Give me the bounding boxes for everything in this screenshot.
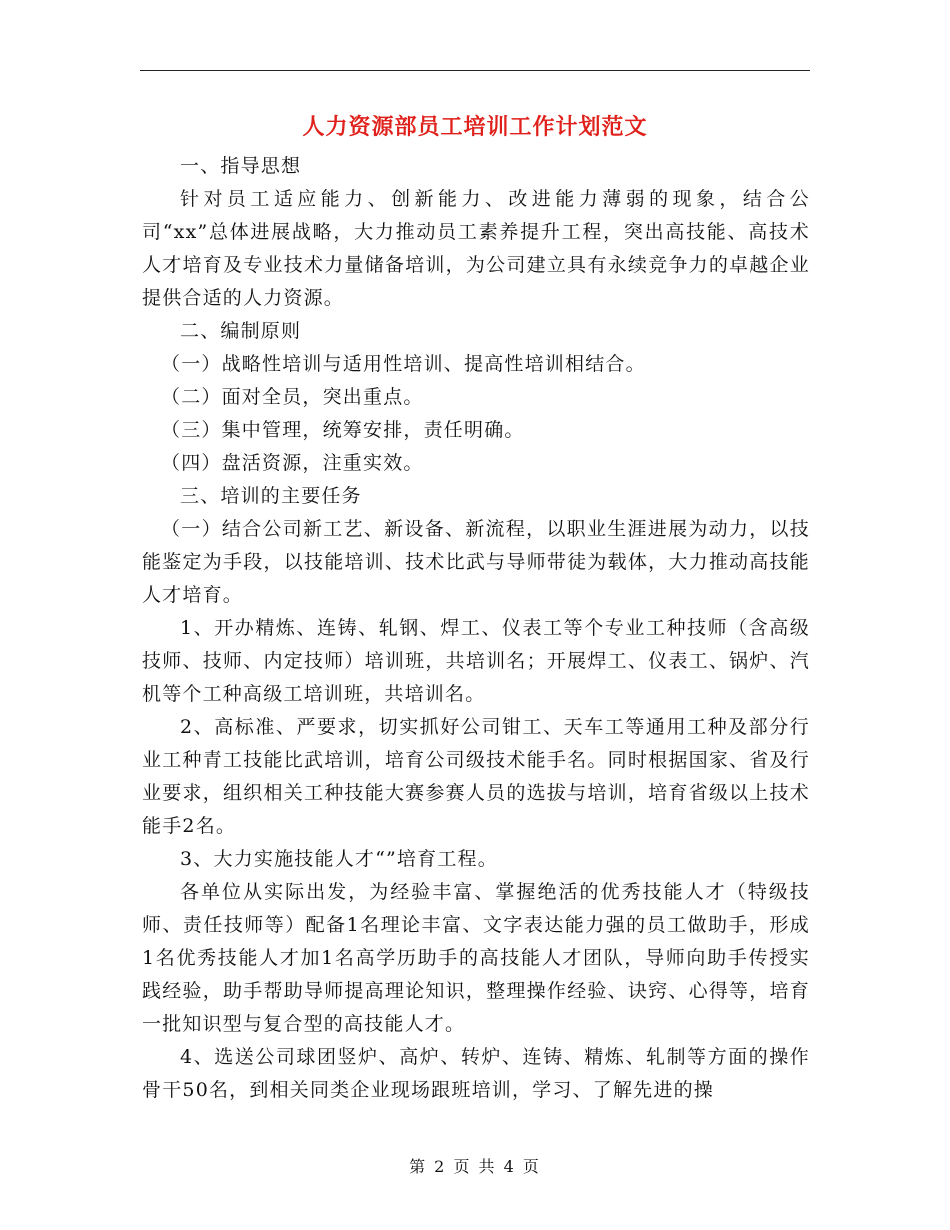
task-subitem-3-detail: 各单位从实际出发，为经验丰富、掌握绝活的优秀技能人才（特级技师、责任技师等）配备1名理论丰富、文字表达能力强的员工做助手，形成1名优秀技能人才加1名高学历助手的高技能人才团队，导师向助手传授实践经验，助手帮助导师提高理论知识，整理操作经验、诀窍、心得等，培育一批知识型与复合型的高技能人才。 — [142, 881, 810, 1035]
document-title: 人力资源部员工培训工作计划范文 — [302, 114, 648, 140]
section-heading-2: 二、编制原则 — [180, 320, 302, 342]
principle-item-4: （四）盘活资源，注重实效。 — [161, 452, 424, 474]
page-number-footer: 第 2 页 共 4 页 — [409, 1157, 541, 1176]
task-subitem-3: 3、大力实施技能人才“”培育工程。 — [180, 848, 498, 870]
paragraph-guiding-ideology: 针对员工适应能力、创新能力、改进能力薄弱的现象，结合公司“xx”总体进展战略，大力推动员工素养提升工程，突出高技能、高技术人才培育及专业技术力量储备培训，为公司建立具有永续竞争力的卓越企业提供合适的人力资源。 — [142, 188, 810, 309]
task-subitem-1: 1、开办精炼、连铸、轧钢、焊工、仪表工等个专业工种技师（含高级技师、技师、内定技师）培训班，共培训名；开展焊工、仪表工、锅炉、汽机等个工种高级工培训班，共培训名。 — [142, 617, 810, 705]
section-heading-3: 三、培训的主要任务 — [180, 485, 362, 507]
header-rule — [140, 70, 810, 71]
principle-item-1: （一）战略性培训与适用性培训、提高性培训相结合。 — [161, 353, 646, 375]
principle-item-3: （三）集中管理，统筹安排，责任明确。 — [161, 419, 525, 441]
document-body — [142, 150, 810, 1107]
task-subitem-4: 4、选送公司球团竖炉、高炉、转炉、连铸、精炼、轧制等方面的操作骨干50名，到相关同类企业现场跟班培训，学习、了解先进的操 — [142, 1046, 810, 1101]
task-subitem-2: 2、高标准、严要求，切实抓好公司钳工、天车工等通用工种及部分行业工种青工技能比武培训，培育公司级技术能手名。同时根据国家、省及行业要求，组织相关工种技能大赛参赛人员的选拔与培训，培育省级以上技术能手2名。 — [142, 716, 810, 837]
section-heading-1: 一、指导思想 — [180, 155, 302, 177]
task-item-1: （一）结合公司新工艺、新设备、新流程，以职业生涯进展为动力，以技能鉴定为手段，以技能培训、技术比武与导师带徒为载体，大力推动高技能人才培育。 — [142, 518, 810, 606]
principle-item-2: （二）面对全员，突出重点。 — [161, 386, 424, 408]
